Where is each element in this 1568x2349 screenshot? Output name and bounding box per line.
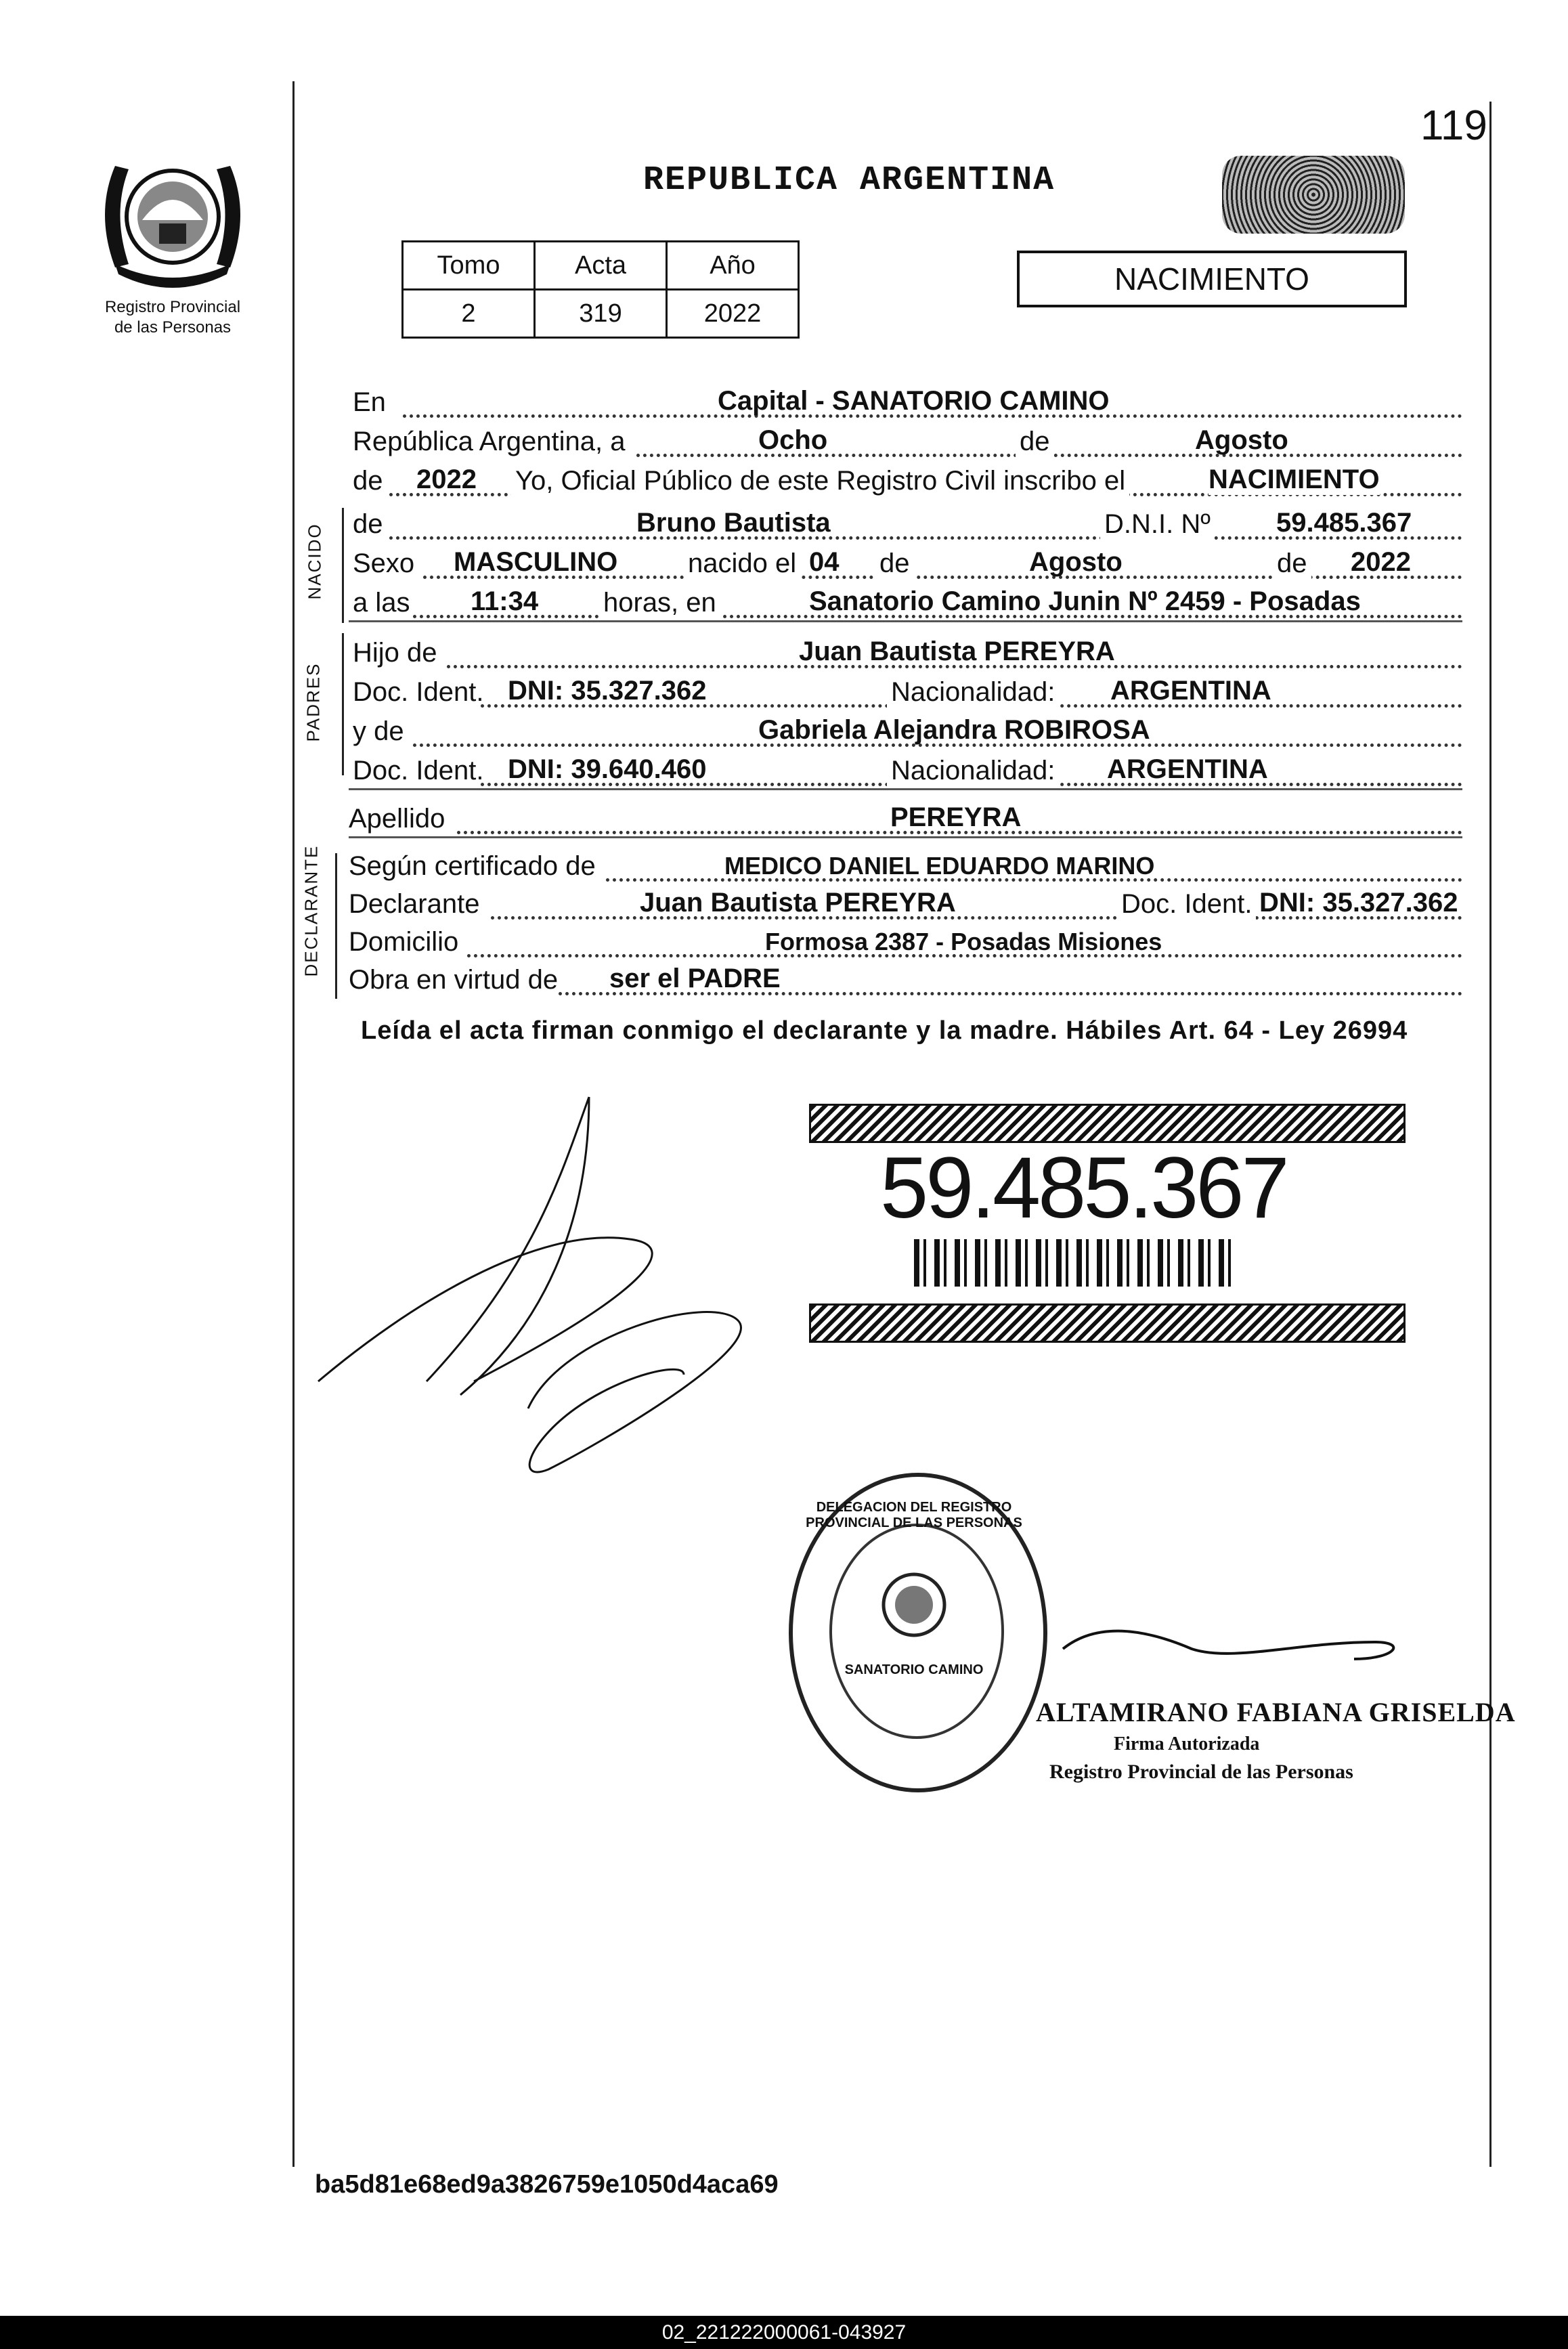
value-mes: Agosto bbox=[1195, 425, 1288, 455]
officer-signature-drawing bbox=[1056, 1622, 1408, 1676]
label-horas-en: horas, en bbox=[599, 588, 720, 618]
register-value-tomo: 2 bbox=[403, 290, 535, 338]
stamp-inner-text: SANATORIO CAMINO bbox=[844, 1662, 984, 1677]
register-table bbox=[401, 240, 800, 339]
register-header-acta: Acta bbox=[535, 242, 667, 290]
security-seal bbox=[1222, 156, 1405, 234]
value-madre: Gabriela Alejandra ROBIROSA bbox=[758, 715, 1150, 745]
value-apellido: PEREYRA bbox=[890, 802, 1022, 832]
label-padre-doc: Doc. Ident. bbox=[353, 677, 484, 707]
value-domicilio: Formosa 2387 - Posadas Misiones bbox=[765, 928, 1162, 955]
value-declarante-doc: DNI: 35.327.362 bbox=[1259, 888, 1458, 918]
row-obra-en-virtud bbox=[349, 960, 1462, 999]
label-yo-oficial: Yo, Oficial Público de este Registro Civil inscribo el bbox=[511, 466, 1129, 496]
signature-drawing bbox=[305, 1090, 792, 1496]
value-madre-nacionalidad: ARGENTINA bbox=[1107, 754, 1268, 784]
value-dni: 59.485.367 bbox=[1276, 508, 1412, 538]
register-header-tomo: Tomo bbox=[403, 242, 535, 290]
section-label-declarante: DECLARANTE bbox=[301, 844, 322, 977]
value-madre-doc: DNI: 39.640.460 bbox=[508, 754, 707, 784]
registry-name-line1: Registro Provincial bbox=[104, 298, 241, 316]
security-pattern-top bbox=[809, 1104, 1406, 1143]
page-number: 119 bbox=[1420, 102, 1487, 149]
register-value-anio: 2022 bbox=[667, 290, 799, 338]
row-inscripcion bbox=[349, 461, 1462, 500]
label-padre-nacionalidad: Nacionalidad: bbox=[887, 677, 1059, 708]
label-madre-nacionalidad: Nacionalidad: bbox=[887, 756, 1059, 786]
declarante-section-rule bbox=[335, 853, 337, 999]
padres-section-rule bbox=[342, 633, 344, 775]
section-label-nacido: NACIDO bbox=[304, 523, 325, 600]
security-pattern-bottom bbox=[809, 1303, 1406, 1343]
stamp-emblem-icon bbox=[873, 1564, 955, 1645]
label-obra-en-virtud: Obra en virtud de bbox=[349, 965, 559, 995]
footer-bar bbox=[0, 2316, 1568, 2349]
document-type-box bbox=[1017, 251, 1407, 307]
left-margin-line bbox=[292, 81, 295, 2167]
value-nombre: Bruno Bautista bbox=[636, 508, 831, 538]
row-lugar bbox=[349, 383, 1462, 422]
label-dni: D.N.I. Nº bbox=[1100, 509, 1215, 540]
value-dia: Ocho bbox=[758, 425, 828, 455]
value-lugar-nacimiento: Sanatorio Camino Junin Nº 2459 - Posadas bbox=[809, 586, 1361, 616]
label-apellido: Apellido bbox=[349, 804, 445, 834]
value-tipo-inscripcion: NACIMIENTO bbox=[1208, 465, 1380, 494]
right-margin-line bbox=[1489, 102, 1491, 2167]
row-madre-doc bbox=[349, 751, 1462, 790]
label-de-mes: de bbox=[1016, 427, 1054, 457]
label-a-las: a las bbox=[353, 588, 410, 618]
row-padre bbox=[349, 633, 1462, 672]
register-value-acta: 319 bbox=[535, 290, 667, 338]
registry-name-line2: de las Personas bbox=[114, 318, 232, 337]
row-apellido bbox=[349, 799, 1462, 838]
value-certificado: MEDICO DANIEL EDUARDO MARINO bbox=[724, 852, 1155, 880]
label-declarante: Declarante bbox=[349, 889, 480, 919]
label-sexo: Sexo bbox=[353, 548, 415, 578]
value-anio: 2022 bbox=[416, 465, 477, 494]
row-domicilio bbox=[349, 922, 1462, 962]
document-title: REPUBLICA ARGENTINA bbox=[643, 161, 1055, 200]
value-padre-nacionalidad: ARGENTINA bbox=[1110, 676, 1271, 706]
label-nacido-el: nacido el bbox=[684, 548, 800, 579]
label-republica: República Argentina, a bbox=[353, 427, 626, 456]
document-type: NACIMIENTO bbox=[1114, 261, 1309, 297]
label-y-de: y de bbox=[353, 716, 404, 746]
officer-name: ALTAMIRANO FABIANA GRISELDA bbox=[1036, 1697, 1516, 1727]
stamp-outer-text: DELEGACION DEL REGISTRO PROVINCIAL DE LAS PERSONAS bbox=[806, 1500, 1022, 1530]
value-padre-doc: DNI: 35.327.362 bbox=[508, 676, 707, 706]
label-madre-doc: Doc. Ident. bbox=[353, 756, 484, 785]
id-number: 59.485.367 bbox=[880, 1140, 1287, 1236]
value-lugar-inscripcion: Capital - SANATORIO CAMINO bbox=[718, 386, 1110, 416]
province-coat-of-arms-logo bbox=[88, 139, 257, 295]
closing-statement: Leída el acta firman conmigo el declarante y la madre. Hábiles Art. 64 - Ley 26994 bbox=[361, 1016, 1408, 1045]
row-hora-lugar bbox=[349, 583, 1462, 622]
label-hijo-de: Hijo de bbox=[353, 638, 437, 668]
label-de-anio: de bbox=[353, 466, 386, 496]
label-nacimiento-de-anio: de bbox=[1273, 548, 1311, 579]
row-padre-doc bbox=[349, 672, 1462, 712]
officer-organization: Registro Provincial de las Personas bbox=[1049, 1761, 1353, 1783]
row-nombre bbox=[349, 504, 1462, 544]
label-de-nombre: de bbox=[353, 509, 383, 539]
row-certificado bbox=[349, 846, 1462, 886]
row-fecha-inscripcion bbox=[349, 422, 1462, 461]
section-label-padres: PADRES bbox=[303, 662, 324, 742]
document-hash: ba5d81e68ed9a3826759e1050d4aca69 bbox=[315, 2170, 779, 2199]
register-header-anio: Año bbox=[667, 242, 799, 290]
nacido-section-rule bbox=[342, 508, 344, 623]
value-hora: 11:34 bbox=[471, 586, 539, 616]
label-domicilio: Domicilio bbox=[349, 927, 459, 957]
row-declarante bbox=[349, 884, 1462, 924]
barcode bbox=[914, 1239, 1239, 1287]
value-obra-en-virtud: ser el PADRE bbox=[609, 964, 781, 993]
row-sexo-nacimiento bbox=[349, 544, 1462, 583]
footer-code: 02_221222000061-043927 bbox=[661, 2321, 907, 2344]
officer-role: Firma Autorizada bbox=[1114, 1733, 1260, 1754]
label-declarante-doc: Doc. Ident. bbox=[1117, 889, 1256, 920]
label-en: En bbox=[353, 387, 386, 417]
row-madre bbox=[349, 712, 1462, 751]
value-declarante: Juan Bautista PEREYRA bbox=[640, 888, 956, 918]
value-sexo: MASCULINO bbox=[454, 547, 618, 577]
label-certificado: Según certificado de bbox=[349, 851, 596, 881]
value-nacimiento-dia: 04 bbox=[809, 547, 840, 577]
value-padre: Juan Bautista PEREYRA bbox=[799, 637, 1115, 666]
value-nacimiento-anio: 2022 bbox=[1351, 547, 1411, 577]
value-nacimiento-mes: Agosto bbox=[1029, 547, 1123, 577]
label-nacimiento-de-mes: de bbox=[875, 548, 914, 579]
